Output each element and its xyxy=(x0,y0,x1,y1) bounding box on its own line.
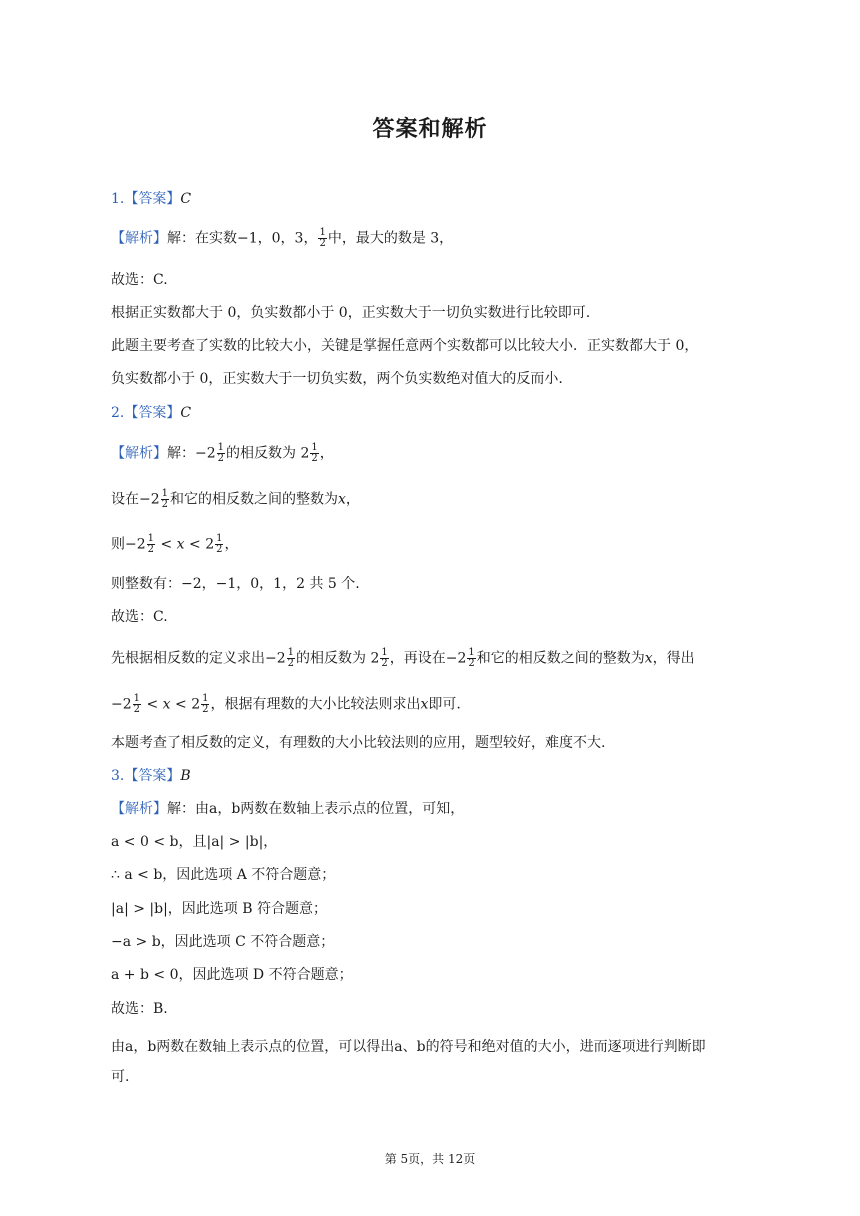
fraction: $\frac{1}{2}$ xyxy=(319,227,326,249)
fraction: $\frac{1}{2}$ xyxy=(133,693,141,715)
answer-label: 【答案】 xyxy=(124,191,181,207)
q2-line-3: 则−2 $\frac{1}{2}$ < x < 2 $\frac{1}{2}$ ， xyxy=(111,533,239,555)
q3-line-4: |a| > |b|，因此选项 B 符合题意； xyxy=(111,901,327,917)
q1-number: 1. xyxy=(111,191,125,207)
q1-line-5: 负实数都小于 0，正实数大于一切负实数，两个负实数绝对值大的反而小. xyxy=(111,371,563,387)
q1-analysis-line-1: 【解析】解：在实数−1，0，3， $\frac{1}{2}$ 中，最大的数是 3， xyxy=(111,227,454,249)
q1-line-3: 根据正实数都大于 0，负实数都小于 0，正实数大于一切负实数进行比较即可. xyxy=(111,305,591,321)
q3-line-9: 可. xyxy=(111,1069,130,1085)
q2-line-6: 先根据相反数的定义求出−2 $\frac{1}{2}$ 的相反数为 2 $\frac{1}{2}$ ，再设在−2 $\frac{1}{2}$ 和它的相反数之间的整数为x，得出 xyxy=(111,647,695,669)
answer-label: 【答案】 xyxy=(124,405,181,421)
q3-line-3: ∴ a < b，因此选项 A 不符合题意； xyxy=(111,867,336,883)
fraction: $\frac{1}{2}$ xyxy=(311,442,318,464)
q1-answer-line xyxy=(111,189,191,209)
q3-line-8: 由a，b两数在数轴上表示点的位置，可以得出a、b的符号和绝对值的大小，进而逐项进行判断即 xyxy=(111,1039,706,1055)
q2-answer: C xyxy=(180,405,192,421)
q2-line-4: 则整数有：−2，−1，0，1，2 共 5 个. xyxy=(111,576,360,592)
fraction: $\frac{1}{2}$ xyxy=(287,647,295,669)
q1-line-2: 故选：C. xyxy=(111,272,168,288)
q2-number: 2. xyxy=(111,405,125,421)
q1-answer: C xyxy=(180,191,192,207)
fraction: $\frac{1}{2}$ xyxy=(468,647,475,669)
q3-number: 3. xyxy=(111,768,125,784)
fraction: $\frac{1}{2}$ xyxy=(202,693,209,715)
answer-label: 【答案】 xyxy=(124,768,181,784)
q3-answer: B xyxy=(180,768,191,784)
page-title: 答案和解析 xyxy=(372,117,488,142)
q3-line-5: −a > b，因此选项 C 不符合题意； xyxy=(111,934,335,950)
q3-line-2: a < 0 < b，且|a| > |b|， xyxy=(111,834,278,850)
page-footer: 第 5页，共 12页 xyxy=(384,1152,476,1166)
q3-answer-line xyxy=(111,766,191,786)
q2-analysis-line-1: 【解析】解：−2 $\frac{1}{2}$ 的相反数为 2 $\frac{1}{2}$ ， xyxy=(111,442,334,464)
q3-line-7: 故选：B. xyxy=(111,1001,168,1017)
fraction: $\frac{1}{2}$ xyxy=(216,533,223,555)
q2-line-7: −2 $\frac{1}{2}$ < x < 2 $\frac{1}{2}$ ，根据有理数的大小比较法则求出x即可. xyxy=(111,693,461,715)
analysis-label: 【解析】 xyxy=(111,445,167,462)
analysis-label: 【解析】 xyxy=(111,801,167,817)
q1-line-4: 此题主要考查了实数的比较大小，关键是掌握任意两个实数都可以比较大小．正实数都大于 0， xyxy=(111,338,699,354)
fraction: $\frac{1}{2}$ xyxy=(217,442,225,464)
q2-line-8: 本题考查了相反数的定义，有理数的大小比较法则的应用，题型较好，难度不大. xyxy=(111,735,606,751)
q3-line-6: a + b < 0，因此选项 D 不符合题意； xyxy=(111,967,353,983)
q2-answer-line xyxy=(111,403,191,423)
q2-line-5: 故选：C. xyxy=(111,609,168,625)
analysis-label: 【解析】 xyxy=(111,230,167,247)
q3-analysis-line-1: 【解析】解：由a，b两数在数轴上表示点的位置，可知， xyxy=(111,801,465,817)
fraction: $\frac{1}{2}$ xyxy=(381,647,388,669)
fraction: $\frac{1}{2}$ xyxy=(147,533,155,555)
fraction: $\frac{1}{2}$ xyxy=(161,488,169,510)
q2-line-2: 设在−2 $\frac{1}{2}$ 和它的相反数之间的整数为x， xyxy=(111,488,360,510)
